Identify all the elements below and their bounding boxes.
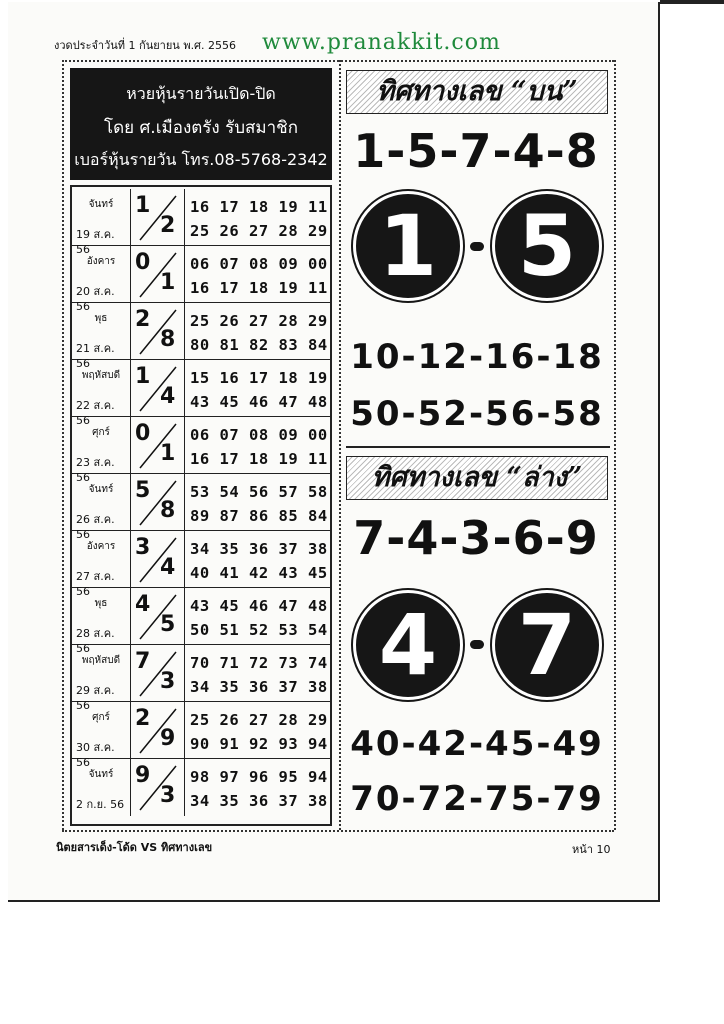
lower-circle-right: 7 (492, 590, 602, 700)
pair-top-digit: 9 (135, 763, 151, 788)
pair-cell (130, 360, 185, 417)
day-date: 19 ส.ค. 56 (76, 228, 115, 256)
numbers-row-2: 50 51 52 53 54 (190, 621, 328, 639)
day-cell (72, 303, 131, 370)
numbers-row-2: 43 45 46 47 48 (190, 393, 328, 411)
day-cell (72, 645, 131, 712)
table-row (72, 417, 330, 484)
numbers-row-1: 16 17 18 19 11 (190, 198, 328, 216)
table-row (72, 645, 330, 712)
pair-bottom-digit: 8 (160, 327, 176, 352)
table-row (72, 360, 330, 427)
day-name: จันทร์ (88, 769, 114, 780)
pair-cell (130, 246, 185, 303)
day-date: 26 ส.ค. 56 (76, 513, 115, 541)
numbers-row-2: 34 35 36 37 38 (190, 678, 328, 696)
upper-title: ทิศทางเลข “บน” (376, 76, 578, 107)
day-date: 22 ส.ค. 56 (76, 399, 115, 427)
lower-sequence: 7-4-3-6-9 (353, 511, 599, 565)
day-name: พฤหัสบดี (81, 370, 121, 381)
day-name: อังคาร (86, 256, 116, 267)
numbers-row-2: 16 17 18 19 11 (190, 279, 328, 297)
pair-bottom-digit: 5 (160, 612, 176, 637)
day-cell (72, 360, 131, 427)
issue-date: งวดประจำวันที่ 1 กันยายน พ.ศ. 2556 (54, 39, 237, 52)
upper-title-banner (346, 70, 608, 114)
promo-phone: เบอร์หุ้นรายวัน โทร.08-5768-2342 (74, 150, 328, 169)
day-name: จันทร์ (88, 199, 114, 210)
day-name: อังคาร (86, 541, 116, 552)
table-row (72, 588, 330, 655)
day-name: ศุกร์ (92, 427, 110, 438)
pair-bottom-digit: 9 (160, 726, 176, 751)
day-name: พฤหัสบดี (81, 655, 121, 666)
pair-top-digit: 3 (135, 535, 151, 560)
lower-pairs-line2: 70-72-75-79 (350, 779, 604, 819)
pair-bottom-digit: 4 (160, 384, 176, 409)
numbers-row-1: 25 26 27 28 29 (190, 711, 328, 729)
numbers-row-1: 53 54 56 57 58 (190, 483, 328, 501)
numbers-row-2: 34 35 36 37 38 (190, 792, 328, 810)
pair-bottom-digit: 8 (160, 498, 176, 523)
lower-title: ทิศทางเลข “ล่าง” (371, 462, 583, 493)
promo-author: โดย ศ.เมืองตรัง รับสมาชิก (103, 118, 298, 138)
numbers-row-2: 90 91 92 93 94 (190, 735, 328, 753)
pair-bottom-digit: 1 (160, 270, 176, 295)
lower-title-banner (346, 456, 608, 500)
day-cell (72, 246, 131, 313)
pair-cell (130, 189, 185, 246)
day-date: 21 ส.ค. 56 (76, 342, 115, 370)
pair-top-digit: 0 (135, 250, 151, 275)
pair-cell (130, 531, 185, 588)
dotted-border-middle (339, 60, 341, 830)
pair-top-digit: 1 (135, 193, 151, 218)
pair-cell (130, 702, 185, 759)
pair-top-digit: 0 (135, 421, 151, 446)
numbers-row-2: 89 87 86 85 84 (190, 507, 328, 525)
dotted-border-top (62, 60, 614, 62)
dotted-border-left (62, 60, 64, 830)
day-date: 20 ส.ค. 56 (76, 285, 115, 313)
dotted-border-bottom (62, 830, 614, 832)
scan-edge (660, 0, 724, 4)
numbers-row-2: 25 26 27 28 29 (190, 222, 328, 240)
numbers-row-1: 25 26 27 28 29 (190, 312, 328, 330)
day-cell (72, 474, 131, 541)
pair-top-digit: 2 (135, 706, 151, 731)
pair-bottom-digit: 1 (160, 441, 176, 466)
footer-magazine-title: นิตยสารเด็ง-โด้ด VS ทิศทางเลข (56, 841, 213, 854)
pair-top-digit: 1 (135, 364, 151, 389)
section-divider (346, 446, 610, 448)
numbers-row-1: 70 71 72 73 74 (190, 654, 328, 672)
lower-pairs-line1: 40-42-45-49 (350, 724, 604, 764)
day-date: 29 ส.ค. 56 (76, 684, 115, 712)
table-row (72, 702, 330, 769)
pair-bottom-digit: 2 (160, 213, 176, 238)
day-date: 2 ก.ย. 56 (76, 798, 125, 811)
table-row (72, 759, 330, 816)
upper-sequence: 1-5-7-4-8 (353, 124, 599, 178)
numbers-row-1: 15 16 17 18 19 (190, 369, 328, 387)
table-row (72, 246, 330, 313)
upper-pairs-line2: 50-52-56-58 (350, 394, 604, 434)
day-cell (72, 702, 131, 769)
daily-results-table (70, 185, 332, 826)
numbers-row-2: 16 17 18 19 11 (190, 450, 328, 468)
day-cell (72, 189, 131, 256)
table-row (72, 189, 330, 256)
pair-top-digit: 2 (135, 307, 151, 332)
day-name: พุธ (94, 313, 108, 324)
upper-circle-left: 1 (353, 191, 463, 301)
day-date: 23 ส.ค. 56 (76, 456, 115, 484)
pair-cell (130, 759, 185, 816)
promo-box (70, 68, 332, 180)
pair-cell (130, 474, 185, 531)
day-name: จันทร์ (88, 484, 114, 495)
table-row (72, 474, 330, 541)
upper-circle-right: 5 (492, 191, 602, 301)
table-row (72, 531, 330, 598)
pair-top-digit: 4 (135, 592, 151, 617)
numbers-row-1: 34 35 36 37 38 (190, 540, 328, 558)
pair-cell (130, 303, 185, 360)
numbers-row-2: 80 81 82 83 84 (190, 336, 328, 354)
pair-cell (130, 417, 185, 474)
pair-cell (130, 588, 185, 645)
day-cell (72, 759, 131, 816)
lower-circle-dash (470, 640, 484, 649)
numbers-row-1: 06 07 08 09 00 (190, 255, 328, 273)
numbers-row-2: 40 41 42 43 45 (190, 564, 328, 582)
day-cell (72, 531, 131, 598)
day-cell (72, 417, 131, 484)
footer-page-number: หน้า 10 (572, 843, 611, 856)
dotted-border-right (614, 60, 616, 830)
website-link[interactable]: www.pranakkit.com (262, 30, 501, 55)
pair-bottom-digit: 4 (160, 555, 176, 580)
pair-bottom-digit: 3 (160, 669, 176, 694)
day-date: 28 ส.ค. 56 (76, 627, 115, 655)
numbers-row-1: 98 97 96 95 94 (190, 768, 328, 786)
day-cell (72, 588, 131, 655)
pair-top-digit: 7 (135, 649, 151, 674)
day-date: 27 ส.ค. 56 (76, 570, 115, 598)
numbers-row-1: 43 45 46 47 48 (190, 597, 328, 615)
table-row (72, 303, 330, 370)
upper-circle-dash (470, 242, 484, 251)
promo-title: หวยหุ้นรายวันเปิด-ปิด (126, 84, 276, 103)
day-date: 30 ส.ค. 56 (76, 741, 115, 769)
day-name: ศุกร์ (92, 712, 110, 723)
lower-circle-left: 4 (353, 590, 463, 700)
upper-pairs-line1: 10-12-16-18 (350, 337, 604, 377)
pair-bottom-digit: 3 (160, 783, 176, 808)
pair-cell (130, 645, 185, 702)
day-name: พุธ (94, 598, 108, 609)
numbers-row-1: 06 07 08 09 00 (190, 426, 328, 444)
pair-top-digit: 5 (135, 478, 151, 503)
